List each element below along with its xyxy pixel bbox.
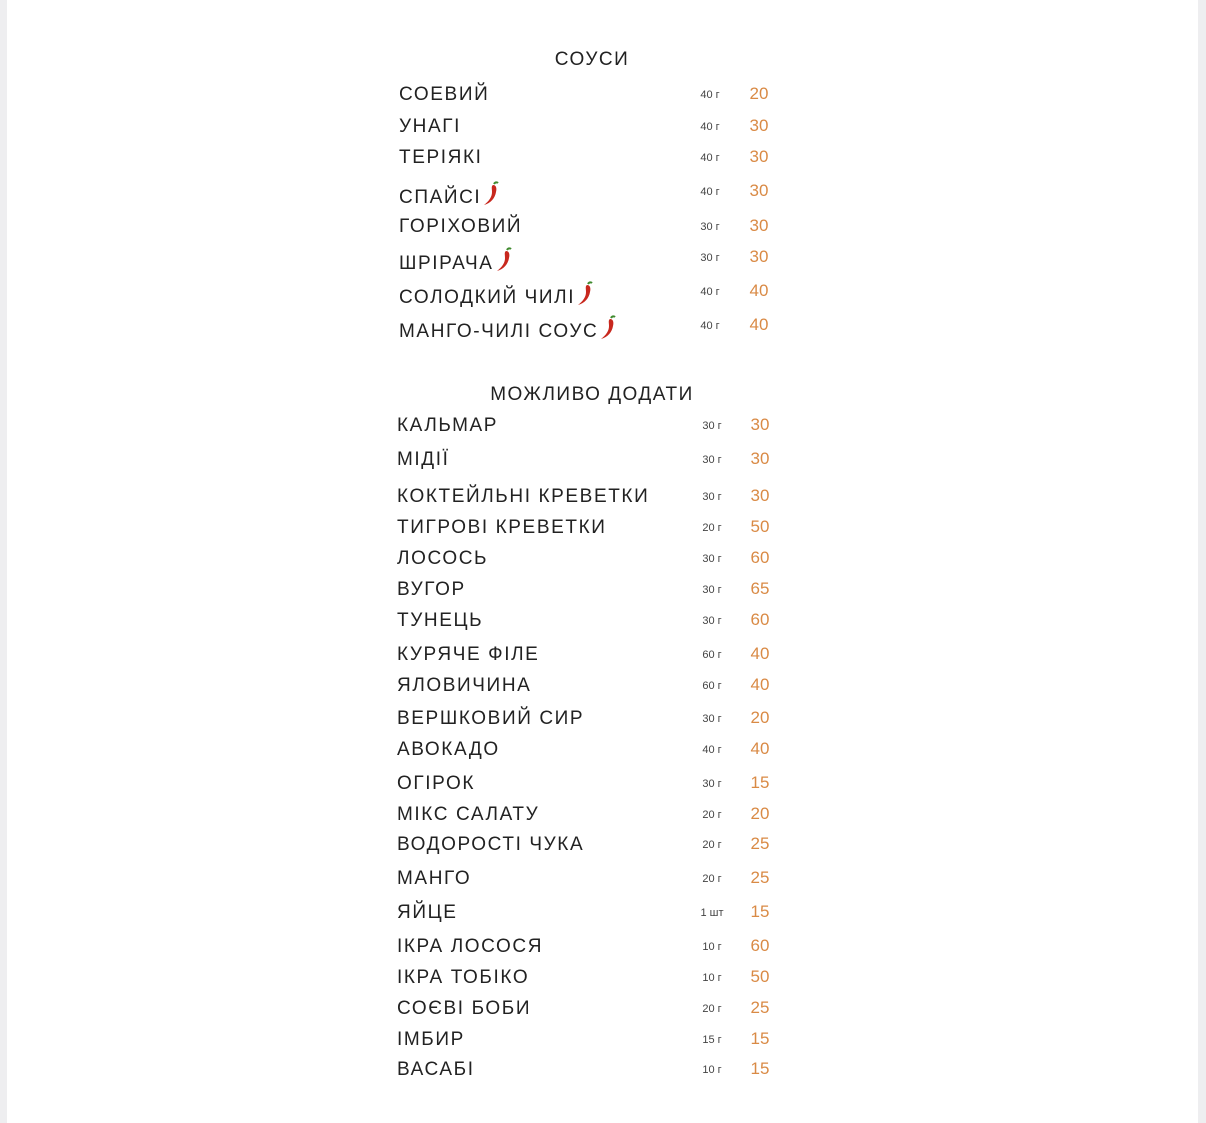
item-name-text: КУРЯЧЕ ФІЛЕ bbox=[397, 644, 540, 665]
item-price: 15 bbox=[750, 773, 770, 792]
item-weight: 60 г bbox=[702, 649, 722, 661]
item-name bbox=[397, 967, 529, 989]
item-weight: 30 г bbox=[700, 221, 720, 233]
item-weight: 40 г bbox=[700, 152, 720, 164]
item-weight: 30 г bbox=[700, 252, 720, 264]
item-price: 25 bbox=[750, 868, 770, 887]
item-name bbox=[399, 315, 617, 343]
item-name-text: ТУНЕЦЬ bbox=[397, 610, 484, 631]
item-price: 60 bbox=[750, 936, 770, 955]
item-name-text: СОЄВІ БОБИ bbox=[397, 998, 532, 1019]
item-weight: 30 г bbox=[702, 491, 722, 503]
chili-pepper-icon bbox=[599, 315, 617, 341]
item-weight: 40 г bbox=[700, 286, 720, 298]
item-weight: 40 г bbox=[702, 744, 722, 756]
item-name bbox=[399, 84, 489, 106]
menu-page bbox=[7, 0, 1198, 1123]
item-weight: 20 г bbox=[702, 873, 722, 885]
item-price: 50 bbox=[750, 517, 770, 536]
item-weight: 10 г bbox=[702, 941, 722, 953]
item-price: 30 bbox=[750, 449, 770, 468]
item-name bbox=[397, 675, 531, 697]
chili-pepper-icon bbox=[576, 281, 594, 307]
item-name bbox=[397, 1059, 475, 1081]
item-weight: 40 г bbox=[700, 89, 720, 101]
item-name-text: МІДІЇ bbox=[397, 449, 450, 470]
item-name bbox=[397, 868, 471, 890]
item-name-text: ВАСАБІ bbox=[397, 1059, 475, 1080]
item-name bbox=[397, 449, 450, 471]
item-weight: 30 г bbox=[702, 420, 722, 432]
item-name bbox=[399, 247, 513, 275]
item-name-text: СОЛОДКИЙ ЧИЛІ bbox=[399, 287, 576, 308]
item-name bbox=[397, 644, 539, 666]
item-name bbox=[399, 281, 594, 309]
item-price: 15 bbox=[750, 1059, 770, 1078]
item-weight: 60 г bbox=[702, 680, 722, 692]
item-name-text: ВУГОР bbox=[397, 579, 466, 600]
item-weight: 30 г bbox=[702, 713, 722, 725]
item-name bbox=[397, 415, 498, 437]
item-name-text: ВОДОРОСТІ ЧУКА bbox=[397, 834, 585, 855]
item-name bbox=[397, 739, 500, 761]
item-name-text: МАНГО bbox=[397, 868, 472, 889]
sauces-section-title: СОУСИ bbox=[554, 49, 630, 70]
item-weight: 20 г bbox=[702, 1003, 722, 1015]
item-name bbox=[397, 902, 458, 924]
item-price: 60 bbox=[750, 548, 770, 567]
item-name-text: ТЕРІЯКІ bbox=[399, 147, 483, 168]
item-name-text: ОГІРОК bbox=[397, 773, 476, 794]
item-name-text: ЯЙЦЕ bbox=[397, 902, 458, 923]
item-weight: 20 г bbox=[702, 809, 722, 821]
item-price: 30 bbox=[749, 116, 769, 135]
item-name bbox=[397, 773, 475, 795]
item-weight: 10 г bbox=[702, 1064, 722, 1076]
item-price: 20 bbox=[749, 84, 769, 103]
item-name bbox=[397, 610, 483, 632]
item-name-text: СОЕВИЙ bbox=[399, 84, 490, 105]
item-name-text: ТИГРОВІ КРЕВЕТКИ bbox=[397, 517, 607, 538]
item-name-text: ШРІРАЧА bbox=[399, 253, 494, 274]
item-name bbox=[399, 116, 461, 138]
item-weight: 30 г bbox=[702, 584, 722, 596]
item-name-text: ЯЛОВИЧИНА bbox=[397, 675, 532, 696]
item-price: 15 bbox=[750, 902, 770, 921]
item-price: 20 bbox=[750, 708, 770, 727]
item-weight: 10 г bbox=[702, 972, 722, 984]
item-name-text: ІМБИР bbox=[397, 1029, 465, 1050]
item-price: 65 bbox=[750, 579, 770, 598]
item-weight: 30 г bbox=[702, 553, 722, 565]
item-price: 40 bbox=[750, 644, 770, 663]
item-price: 20 bbox=[750, 804, 770, 823]
item-name-text: УНАГІ bbox=[399, 116, 462, 137]
item-name-text: ІКРА ЛОСОСЯ bbox=[397, 936, 544, 957]
item-name-text: ГОРІХОВИЙ bbox=[399, 216, 523, 237]
chili-pepper-icon bbox=[495, 247, 513, 273]
item-name-text: МАНГО-ЧИЛІ СОУС bbox=[399, 321, 599, 342]
item-price: 15 bbox=[750, 1029, 770, 1048]
item-weight: 40 г bbox=[700, 186, 720, 198]
item-price: 40 bbox=[750, 675, 770, 694]
addons-section-title: МОЖЛИВО ДОДАТИ bbox=[490, 384, 694, 405]
item-name bbox=[397, 834, 584, 856]
item-name bbox=[399, 181, 500, 209]
item-name-text: МІКС САЛАТУ bbox=[397, 804, 540, 825]
item-price: 60 bbox=[750, 610, 770, 629]
item-name bbox=[397, 548, 488, 570]
item-name-text: ВЕРШКОВИЙ СИР bbox=[397, 708, 585, 729]
item-price: 30 bbox=[750, 486, 770, 505]
item-name bbox=[399, 147, 483, 169]
item-price: 25 bbox=[750, 998, 770, 1017]
item-name-text: АВОКАДО bbox=[397, 739, 500, 760]
item-name-text: ІКРА ТОБІКО bbox=[397, 967, 530, 988]
item-price: 30 bbox=[749, 247, 769, 266]
item-price: 30 bbox=[749, 181, 769, 200]
item-name bbox=[399, 216, 522, 238]
item-name-text: ЛОСОСЬ bbox=[397, 548, 489, 569]
item-weight: 20 г bbox=[702, 522, 722, 534]
item-name-text: КАЛЬМАР bbox=[397, 415, 499, 436]
item-price: 40 bbox=[749, 281, 769, 300]
item-price: 30 bbox=[750, 415, 770, 434]
item-price: 40 bbox=[750, 739, 770, 758]
item-weight: 30 г bbox=[702, 778, 722, 790]
item-name-text: КОКТЕЙЛЬНІ КРЕВЕТКИ bbox=[397, 486, 650, 507]
item-price: 40 bbox=[749, 315, 769, 334]
item-weight: 1 шт bbox=[700, 907, 724, 919]
item-weight: 40 г bbox=[700, 121, 720, 133]
item-weight: 15 г bbox=[702, 1034, 722, 1046]
item-name bbox=[397, 936, 543, 958]
item-price: 25 bbox=[750, 834, 770, 853]
item-price: 30 bbox=[749, 147, 769, 166]
item-weight: 20 г bbox=[702, 839, 722, 851]
item-name bbox=[397, 579, 466, 601]
item-name bbox=[397, 517, 607, 539]
chili-pepper-icon bbox=[482, 181, 500, 207]
item-name bbox=[397, 998, 531, 1020]
item-price: 50 bbox=[750, 967, 770, 986]
item-name bbox=[397, 804, 539, 826]
item-weight: 30 г bbox=[702, 615, 722, 627]
item-price: 30 bbox=[749, 216, 769, 235]
item-name bbox=[397, 1029, 465, 1051]
item-name-text: СПАЙСІ bbox=[399, 187, 482, 208]
item-name bbox=[397, 708, 584, 730]
item-name bbox=[397, 486, 649, 508]
item-weight: 40 г bbox=[700, 320, 720, 332]
item-weight: 30 г bbox=[702, 454, 722, 466]
